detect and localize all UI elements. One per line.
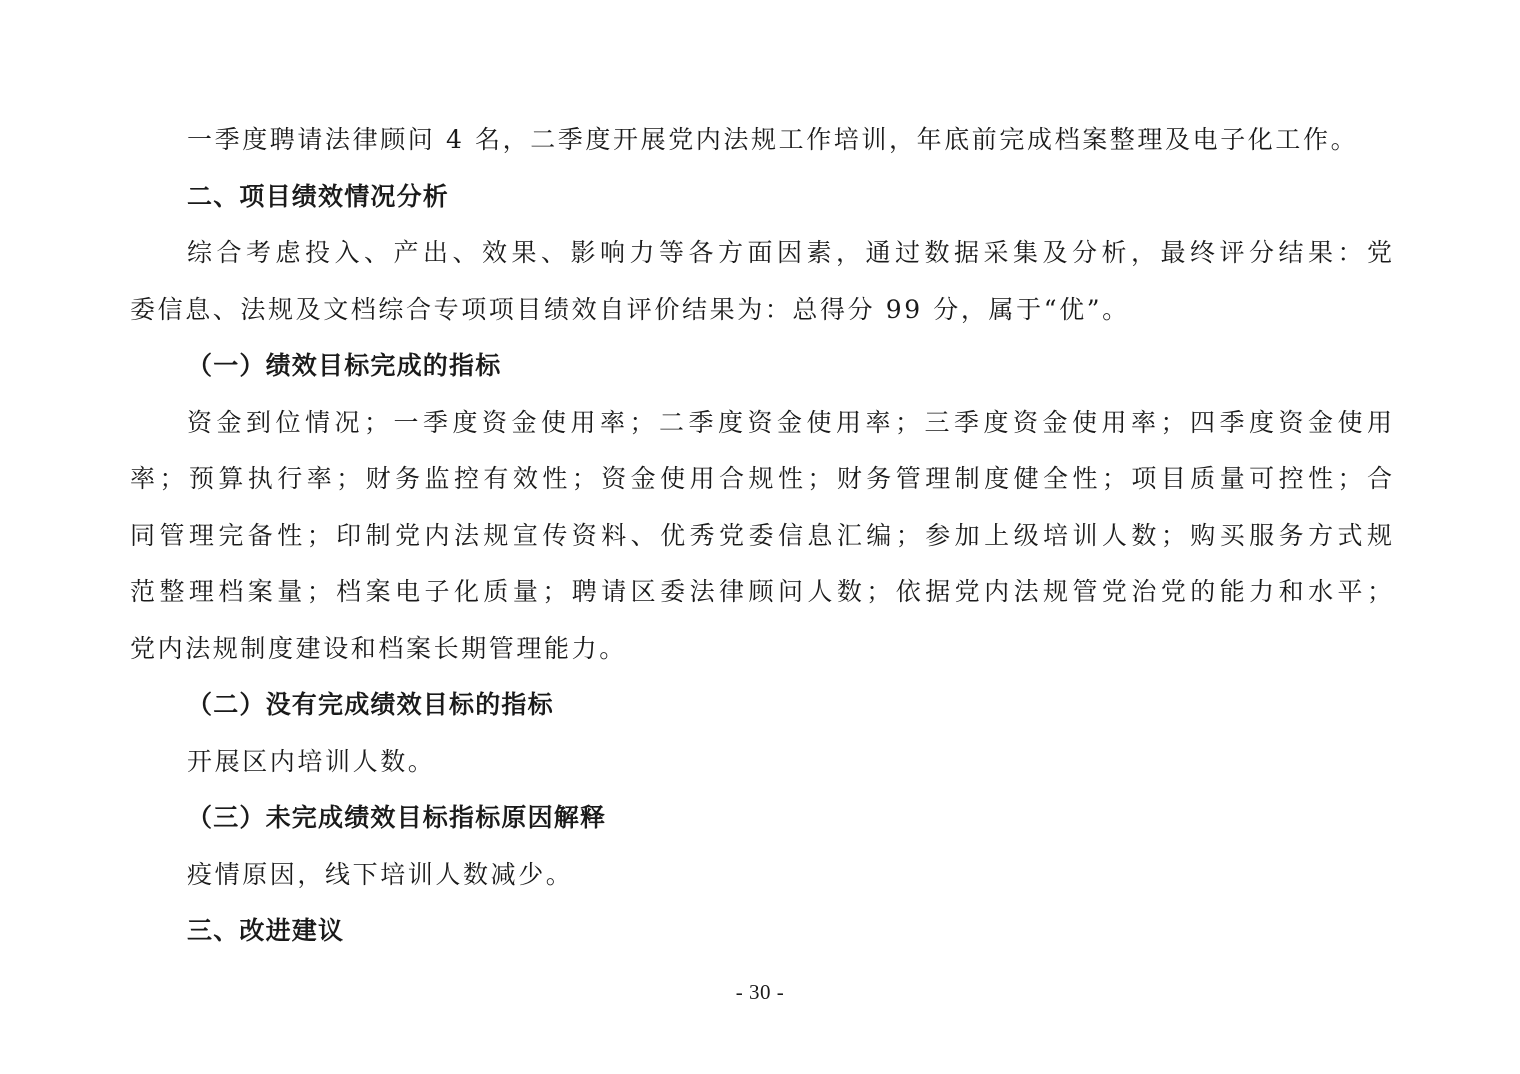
section-heading-improvement-suggestions: 三、改进建议 (187, 916, 345, 945)
paragraph-line: 一季度聘请法律顾问 4 名，二季度开展党内法规工作培训，年底前完成档案整理及电子化工作。 (187, 125, 1359, 154)
paragraph-line: 开展区内培训人数。 (187, 746, 436, 776)
paragraph-line: 党内法规制度建设和档案长期管理能力。 (130, 633, 627, 663)
document-body (130, 112, 1392, 960)
subsection-heading-uncompleted-indicators: （二）没有完成绩效目标的指标 (187, 690, 554, 719)
subsection-heading-completed-indicators: （一）绩效目标完成的指标 (187, 351, 502, 380)
paragraph-line: 委信息、法规及文档综合专项项目绩效自评价结果为：总得分 99 分，属于“优”。 (130, 294, 1130, 324)
paragraph-line: 同管理完备性；印制党内法规宣传资料、优秀党委信息汇编；参加上级培训人数；购买服务方式规 (130, 520, 1392, 550)
paragraph-line: 综合考虑投入、产出、效果、影响力等各方面因素，通过数据采集及分析，最终评分结果：党 (187, 238, 1392, 267)
section-heading-performance-analysis: 二、项目绩效情况分析 (187, 181, 450, 211)
subsection-heading-reason-explanation: （三）未完成绩效目标指标原因解释 (187, 803, 607, 832)
page-number: - 30 - (735, 980, 785, 1004)
paragraph-line: 率；预算执行率；财务监控有效性；资金使用合规性；财务管理制度健全性；项目质量可控性；合 (130, 464, 1392, 493)
paragraph-line: 资金到位情况；一季度资金使用率；二季度资金使用率；三季度资金使用率；四季度资金使用 (187, 407, 1392, 437)
paragraph-line: 范整理档案量；档案电子化质量；聘请区委法律顾问人数；依据党内法规管党治党的能力和水平； (130, 577, 1392, 606)
paragraph-line: 疫情原因，线下培训人数减少。 (187, 859, 574, 889)
